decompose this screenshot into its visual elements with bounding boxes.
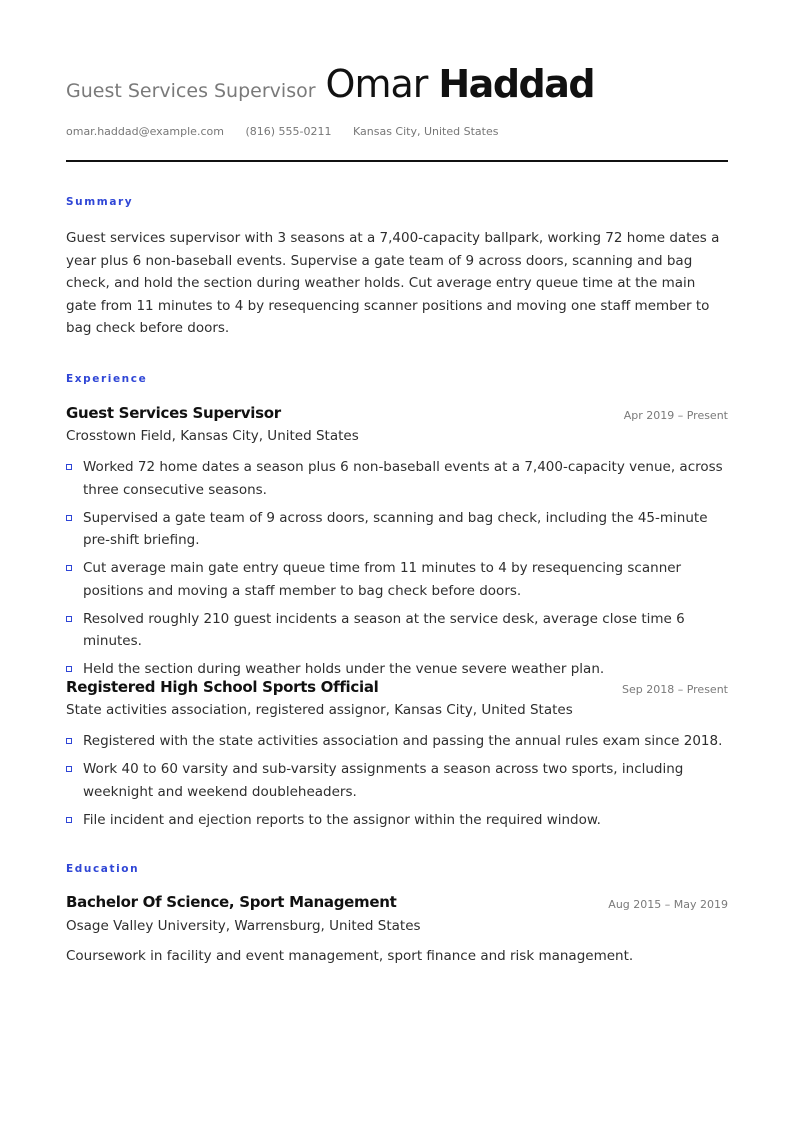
resume-header (66, 62, 728, 106)
bullet-item: Worked 72 home dates a season plus 6 non-baseball events at a 7,400-capacity venue, across three consecutive seasons. (66, 456, 728, 501)
phone-text: (816) 555-0211 (245, 125, 332, 138)
bullet-square-icon (66, 666, 72, 672)
first-name: Omar (325, 62, 428, 106)
bullet-item: Work 40 to 60 varsity and sub-varsity assignments a season across two sports, including weeknight and weekend doubleheaders. (66, 758, 728, 803)
experience-title: Guest Services Supervisor (66, 404, 281, 422)
section-label-experience: Experience (66, 373, 148, 385)
bullet-square-icon (66, 565, 72, 571)
bullet-item: File incident and ejection reports to the assignor within the required window. (66, 809, 728, 832)
bullet-square-icon (66, 515, 72, 521)
experience-dates: Sep 2018 – Present (622, 683, 728, 696)
bullet-item: Resolved roughly 210 guest incidents a season at the service desk, average close time 6 minutes. (66, 608, 728, 653)
last-name: Haddad (438, 62, 595, 106)
education-org: Osage Valley University, Warrensburg, United States (66, 918, 421, 934)
bullet-item: Supervised a gate team of 9 across doors, scanning and bag check, including the 45-minute pre-shift briefing. (66, 507, 728, 552)
experience-bullets (66, 456, 728, 686)
bullet-item: Registered with the state activities association and passing the annual rules exam since 2018. (66, 730, 728, 753)
section-label-summary: Summary (66, 196, 134, 208)
experience-org: Crosstown Field, Kansas City, United States (66, 428, 359, 444)
bullet-item: Held the section during weather holds under the venue severe weather plan. (66, 658, 728, 681)
contact-line (66, 125, 516, 138)
bullet-square-icon (66, 464, 72, 470)
header-divider (66, 160, 728, 162)
bullet-square-icon (66, 616, 72, 622)
bullet-item: Cut average main gate entry queue time from 11 minutes to 4 by resequencing scanner positions and moving a staff member to bag check before doors. (66, 557, 728, 602)
education-title: Bachelor Of Science, Sport Management (66, 893, 397, 911)
experience-title: Registered High School Sports Official (66, 678, 379, 696)
bullet-square-icon (66, 738, 72, 744)
experience-bullets (66, 730, 728, 837)
bullet-square-icon (66, 817, 72, 823)
location-text: Kansas City, United States (352, 125, 499, 138)
bullet-square-icon (66, 766, 72, 772)
summary-paragraph: Guest services supervisor with 3 seasons at a 7,400-capacity ballpark, working 72 home dates a year plus 6 non-baseball events. Supervise a gate team of 9 across doors, scanning and bag check, and hold the section during weather holds. Cut average entry queue time at the main gate from 11 minutes to 4 by resequencing scanner positions and moving one staff member to bag check before doors. (66, 230, 720, 336)
section-label-education: Education (66, 863, 140, 875)
job-title: Guest Services Supervisor (66, 80, 316, 102)
email-text: omar.haddad@example.com (66, 125, 224, 138)
education-dates: Aug 2015 – May 2019 (608, 898, 728, 911)
education-note: Coursework in facility and event management, sport finance and risk management. (66, 948, 634, 964)
experience-org: State activities association, registered assignor, Kansas City, United States (66, 702, 573, 718)
experience-dates: Apr 2019 – Present (623, 409, 728, 422)
